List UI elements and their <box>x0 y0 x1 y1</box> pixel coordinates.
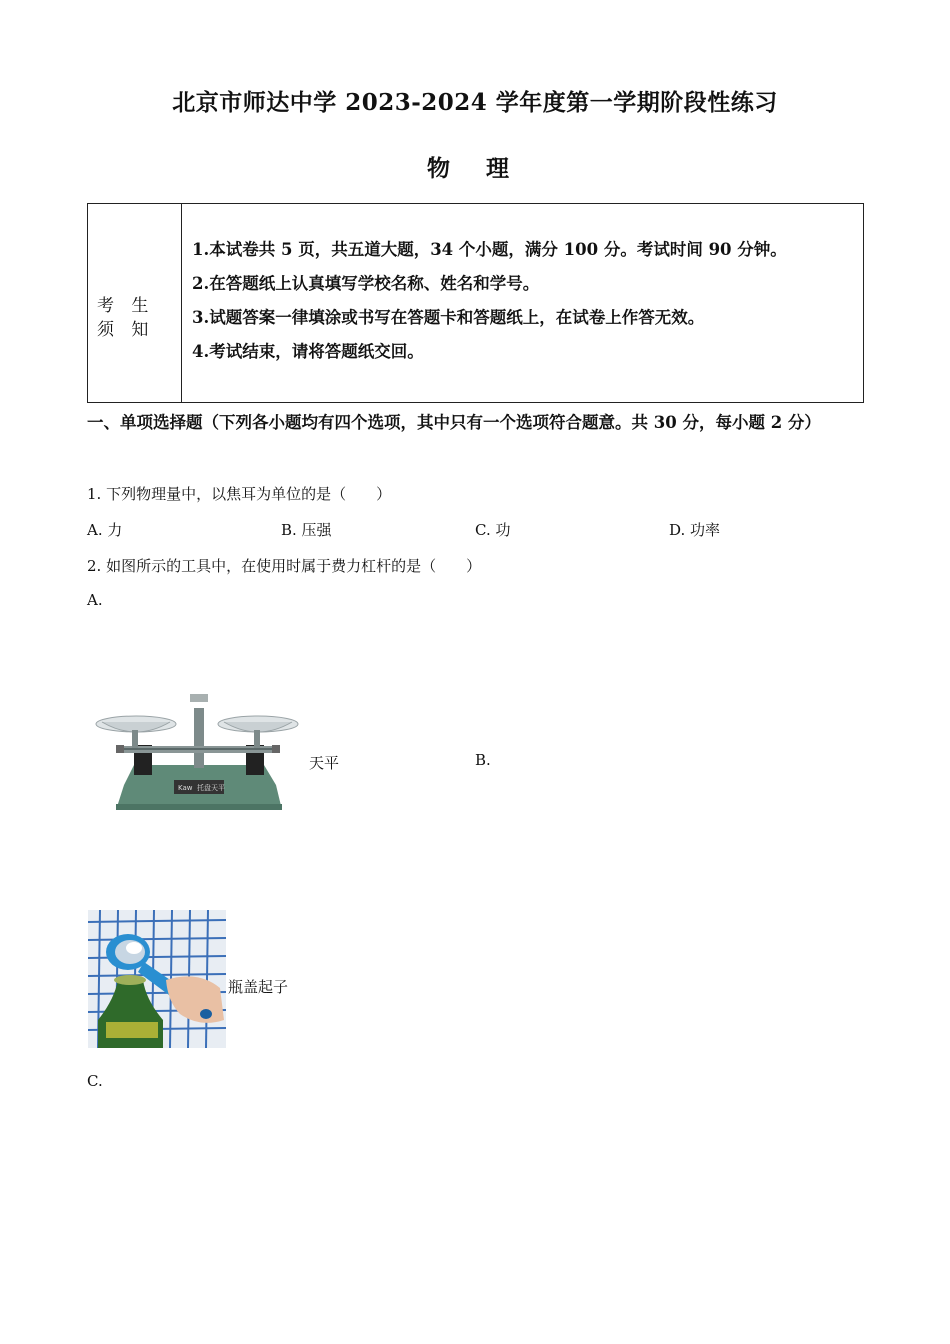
notice-label: 考 生 须 知 <box>97 296 155 340</box>
notice-label-cell <box>88 204 182 402</box>
q2-option-a-caption: 天平 <box>309 754 340 772</box>
notice-item-4: 4.考试结束，请将答题纸交回。 <box>192 342 424 361</box>
question-1-stem: 1. 下列物理量中，以焦耳为单位的是（ ） <box>87 485 392 503</box>
q2-option-a-label: A. <box>87 591 103 609</box>
notice-items <box>192 238 853 374</box>
q2-option-c-label: C. <box>87 1072 103 1090</box>
subject-title: 物 理 <box>426 155 523 182</box>
notice-box <box>87 203 864 403</box>
q1-option-b: B. 压强 <box>281 521 332 539</box>
q2-option-b-caption: 瓶盖起子 <box>228 978 289 996</box>
bottle-opener-image <box>88 910 226 1048</box>
notice-item-1: 1.本试卷共 5 页，共五道大题，34 个小题，满分 100 分。考试时间 90 分钟。 <box>192 240 787 259</box>
balance-scale-image <box>94 690 300 815</box>
section-heading: 一、单项选择题（下列各小题均有四个选项，其中只有一个选项符合题意。共 30 分，每小题 2 分） <box>87 413 821 432</box>
q1-option-a: A. 力 <box>87 521 123 539</box>
q1-option-c: C. 功 <box>475 521 511 539</box>
notice-item-2: 2.在答题纸上认真填写学校名称、姓名和学号。 <box>192 274 540 293</box>
balance-brand-text: Kaw <box>178 784 193 792</box>
q2-option-b-label: B. <box>475 751 491 769</box>
question-2-stem: 2. 如图所示的工具中，在使用时属于费力杠杆的是（ ） <box>87 557 482 575</box>
balance-plate-text: 托盘天平 <box>197 784 225 792</box>
q1-option-d: D. 功率 <box>669 521 721 539</box>
exam-title: 北京市师达中学 2023-2024 学年度第一学期阶段性练习 <box>172 89 778 116</box>
notice-item-3: 3.试题答案一律填涂或书写在答题卡和答题纸上，在试卷上作答无效。 <box>192 308 705 327</box>
